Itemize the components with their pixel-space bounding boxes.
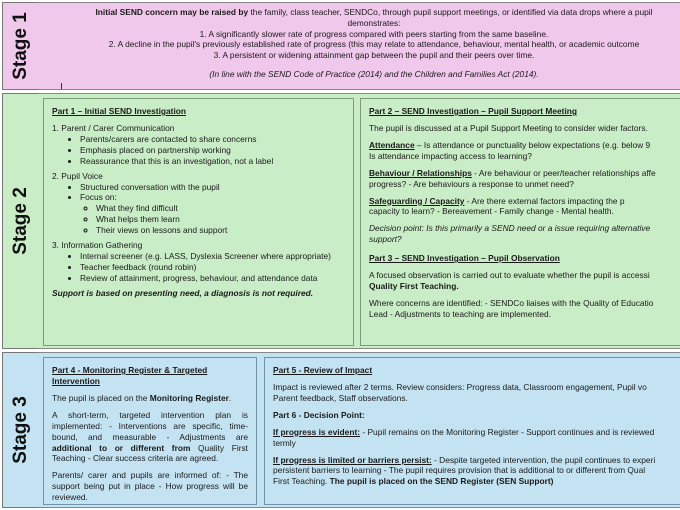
- stage-1-item-2: 2. A decline in the pupil's previously established rate of progress (this may relate to attendance, behaviour, mental health, or academic outcome: [108, 39, 640, 50]
- stage-2-text: Stage 2: [9, 187, 31, 255]
- attendance-label: Attendance: [369, 139, 415, 150]
- stage-2-label: [2, 93, 39, 349]
- part-1-section-1: 1. Parent / Carer Communication: [52, 122, 175, 133]
- part-6-evident: [273, 427, 680, 449]
- stage-1-item-1: 1. A significantly slower rate of progress compared with peers starting from the same baseline.: [199, 28, 549, 39]
- safeguarding-label: Safeguarding / Capacity: [369, 195, 465, 206]
- part-3-text-2: [369, 298, 680, 320]
- part-1-box: [43, 98, 354, 346]
- part-1-title: Part 1 – Initial SEND Investigation: [52, 106, 187, 116]
- stage-1-note: (In line with the SEND Code of Practice (2014) and the Children and Families Act (2014).: [209, 68, 539, 79]
- part-3-text-1b: Quality First Teaching.: [369, 281, 459, 292]
- text-cursor: [61, 83, 62, 90]
- monitoring-register-text: Monitoring Register: [149, 392, 229, 403]
- list-item: • Review of attainment, progress, behaviour, and attendance data: [80, 273, 345, 284]
- attendance-text: – Is attendance or punctuality below expectations (e.g. below 9: [414, 139, 651, 150]
- progress-limited-text-2: persistent barriers to learning - The pupil requires provision that is additional to or different from Qual: [273, 465, 646, 476]
- part-3-title: Part 3 – SEND Investigation – Pupil Observation: [369, 253, 560, 264]
- safeguarding-text: - Are there external factors impacting the p: [464, 195, 625, 206]
- part-4-p1c: .: [228, 392, 232, 403]
- part-5-text-b: Parent feedback, Staff observations.: [273, 392, 408, 403]
- list-item: • Emphasis placed on partnership working: [80, 145, 345, 156]
- stage-1-item-3: 3. A persistent or widening attainment gap between the pupil and their peers over time.: [213, 50, 535, 60]
- focus-on-sublist: [80, 203, 345, 236]
- part-4-p1a: The pupil is placed on the: [52, 392, 150, 403]
- part-4-box: [43, 357, 257, 505]
- stage-2-panel: [38, 93, 680, 349]
- safeguarding-text-2: capacity to learn? - Bereavement - Family change - Mental health.: [369, 206, 614, 217]
- part-4-para-1: [52, 393, 248, 404]
- part-1-section-2: 2. Pupil Voice: [52, 170, 103, 181]
- part-5-text-a: Impact is reviewed after 2 terms. Review considers: Progress data, Classroom engagement, Pupil vo: [273, 381, 647, 392]
- part-2-intro: The pupil is discussed at a Pupil Support Meeting to consider wider factors.: [369, 122, 648, 133]
- part-2-decision: Decision point: Is this primarily a SEND need or a issue requiring alternative support?: [369, 223, 651, 245]
- list-item: ◦ Their views on lessons and support: [96, 225, 345, 236]
- progress-evident-label: If progress is evident:: [273, 426, 361, 437]
- part-1-section-3: 3. Information Gathering: [52, 240, 143, 251]
- part-6-limited: [273, 455, 680, 488]
- behaviour-label: Behaviour / Relationships: [369, 167, 472, 178]
- progress-evident-text: - Pupil remains on the Monitoring Register - Support continues and is reviewed: [360, 426, 655, 437]
- focus-on-label: Focus on:: [80, 192, 117, 203]
- part-2-behaviour: [369, 168, 680, 190]
- list-item: ◦ What helps them learn: [96, 214, 345, 225]
- part-4-p2c: Quality First Teaching - Clear success criteria are agreed.: [52, 442, 249, 464]
- behaviour-text: - Are behaviour or peer/teacher relationships affe: [471, 167, 656, 178]
- part-1-section-2-list: [52, 182, 345, 237]
- list-item: • Structured conversation with the pupil: [80, 182, 345, 193]
- part-2-safeguarding: [369, 196, 680, 218]
- part-3-text-1a: A focused observation is carried out to evaluate whether the pupil is accessi: [369, 270, 650, 281]
- part-4-para-3: Parents/ carer and pupils are informed of: - The support being put in place - How progress will be reviewed.: [52, 470, 248, 503]
- part-3-text-2b: Lead - Adjustments to teaching are implemented.: [369, 308, 552, 319]
- part-1-section-1-list: [52, 134, 345, 167]
- stage-3-label: [2, 352, 39, 508]
- list-item: • Reassurance that this is an investigation, not a label: [80, 156, 345, 167]
- stage-1-text: Stage 1: [9, 12, 31, 80]
- progress-limited-text: - Despite targeted intervention, the pupil continues to experi: [431, 454, 656, 465]
- stage-1-intro-rest: the family, class teacher, SENDCo, through pupil support meetings, or identified via data drops where a pupil: [248, 7, 653, 17]
- list-item: ◦ What they find difficult: [96, 203, 345, 214]
- send-register-text: The pupil is placed on the SEND Register (SEN Support): [329, 476, 554, 487]
- part-2-attendance: [369, 140, 680, 162]
- part-1-footer: Support is based on presenting need, a diagnosis is not required.: [52, 287, 314, 298]
- part-3-text-2a: Where concerns are identified: - SENDCo liaises with the Quality of Educatio: [369, 297, 654, 308]
- attendance-text-2: Is attendance impacting access to learning?: [369, 150, 532, 161]
- part-2-title: Part 2 – SEND Investigation – Pupil Support Meeting: [369, 106, 578, 116]
- progress-evident-text-2: termly: [273, 437, 296, 448]
- part-2-3-box: [360, 98, 680, 346]
- list-item: • Internal screener (e.g. LASS, Dyslexia Screener where appropriate): [80, 251, 345, 262]
- part-4-title: Part 4 - Monitoring Register & Targeted Intervention: [52, 365, 208, 386]
- part-5-text: [273, 382, 680, 404]
- list-item: • Teacher feedback (round robin): [80, 262, 345, 273]
- list-item: [80, 192, 345, 236]
- stage-3-panel: [38, 352, 680, 508]
- part-3-text-1: [369, 270, 680, 292]
- part-6-title: Part 6 - Decision Point:: [273, 409, 365, 420]
- stage-1-intro-line2: demonstrates:: [347, 17, 401, 28]
- progress-limited-text-3a: First Teaching.: [273, 476, 330, 487]
- part-5-title: Part 5 - Review of Impact: [273, 365, 373, 375]
- part-4-p2a: A short-term, targeted intervention plan is implemented: - Interventions are specific, time-bound, and measurable - Adjustments are: [52, 409, 248, 442]
- part-5-6-box: [264, 357, 680, 505]
- behaviour-text-2: progress? - Are behaviours a response to unmet need?: [369, 178, 574, 189]
- stage-1-panel: [38, 2, 680, 90]
- stage-1-label: [2, 2, 39, 90]
- additional-different-text: additional to or different from: [52, 442, 191, 453]
- stage-1-content: [38, 7, 680, 80]
- stage-1-intro-bold: Initial SEND concern may be raised by: [95, 7, 249, 17]
- list-item: • Parents/carers are contacted to share concerns: [80, 134, 345, 145]
- progress-limited-label: If progress is limited or barriers persist:: [273, 454, 432, 465]
- part-1-section-3-list: [52, 251, 345, 284]
- stage-3-text: Stage 3: [9, 396, 31, 464]
- part-4-para-2: [52, 410, 248, 465]
